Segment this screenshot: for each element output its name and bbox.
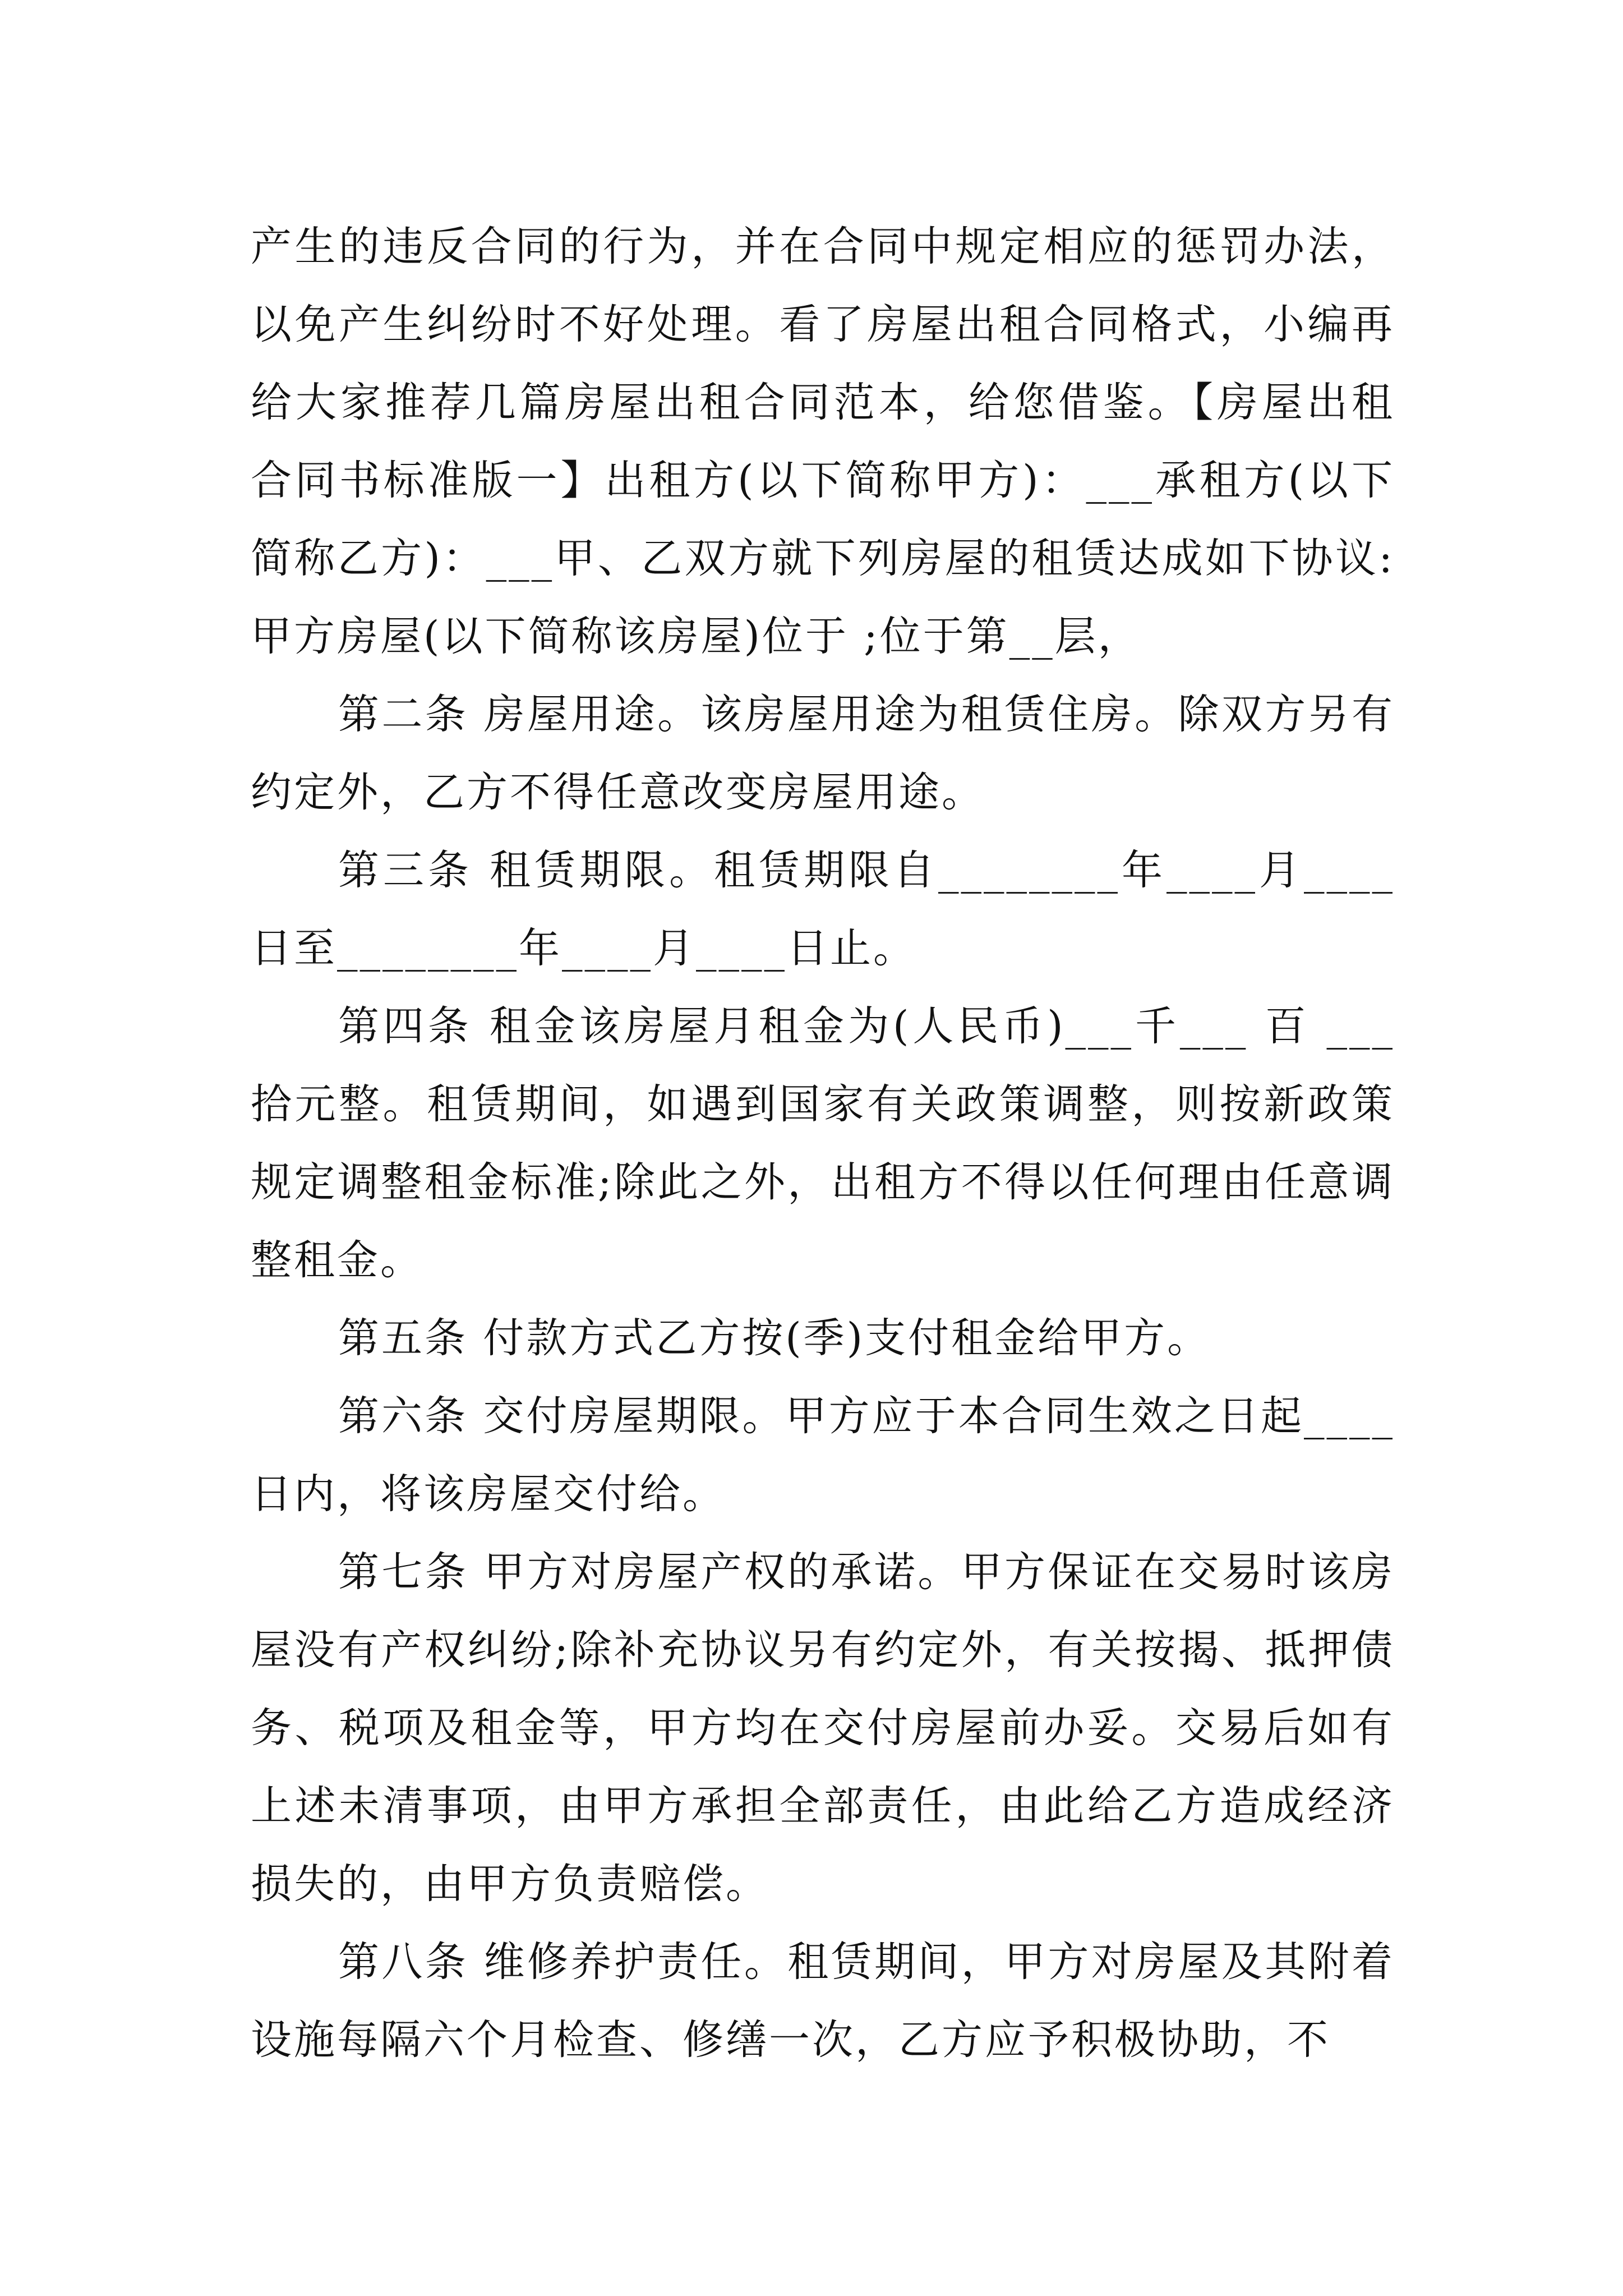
paragraph-intro: 产生的违反合同的行为，并在合同中规定相应的惩罚办法，以免产生纠纷时不好处理。看了房屋出租合同格式，小编再给大家推荐几篇房屋出租合同范本，给您借鉴。【房屋出租合同书标准版一】出租方(以下简称甲方)：___承租方(以下简称乙方)：___甲、乙双方就下列房屋的租赁达成如下协议:甲方房屋(以下简称该房屋)位于 ;位于第__层， bbox=[251, 223, 1395, 660]
paragraph-article-8: 第八条 维修养护责任。租赁期间，甲方对房屋及其附着设施每隔六个月检查、修缮一次，乙方应予积极协助，不 bbox=[251, 1938, 1395, 2064]
paragraph-article-2: 第二条 房屋用途。该房屋用途为租赁住房。除双方另有约定外，乙方不得任意改变房屋用途。 bbox=[251, 691, 1395, 816]
paragraph-article-6: 第六条 交付房屋期限。甲方应于本合同生效之日起____日内，将该房屋交付给。 bbox=[251, 1392, 1395, 1518]
paragraph-article-4: 第四条 租金该房屋月租金为(人民币)___千___ 百 ___拾元整。租赁期间，如遇到国家有关政策调整，则按新政策规定调整租金标准;除此之外，出租方不得以任何理由任意调整租金。 bbox=[251, 1002, 1395, 1284]
paragraph-article-3: 第三条 租赁期限。租赁期限自________年____月____日至________年____月____日止。 bbox=[251, 846, 1395, 972]
paragraph-article-5: 第五条 付款方式乙方按(季)支付租金给甲方。 bbox=[338, 1314, 1211, 1362]
document-body bbox=[251, 208, 1395, 2079]
paragraph-article-7: 第七条 甲方对房屋产权的承诺。甲方保证在交易时该房屋没有产权纠纷;除补充协议另有约定外，有关按揭、抵押债务、税项及租金等，甲方均在交付房屋前办妥。交易后如有上述未清事项，由甲方承担全部责任，由此给乙方造成经济损失的，由甲方负责赔偿。 bbox=[251, 1548, 1395, 1908]
